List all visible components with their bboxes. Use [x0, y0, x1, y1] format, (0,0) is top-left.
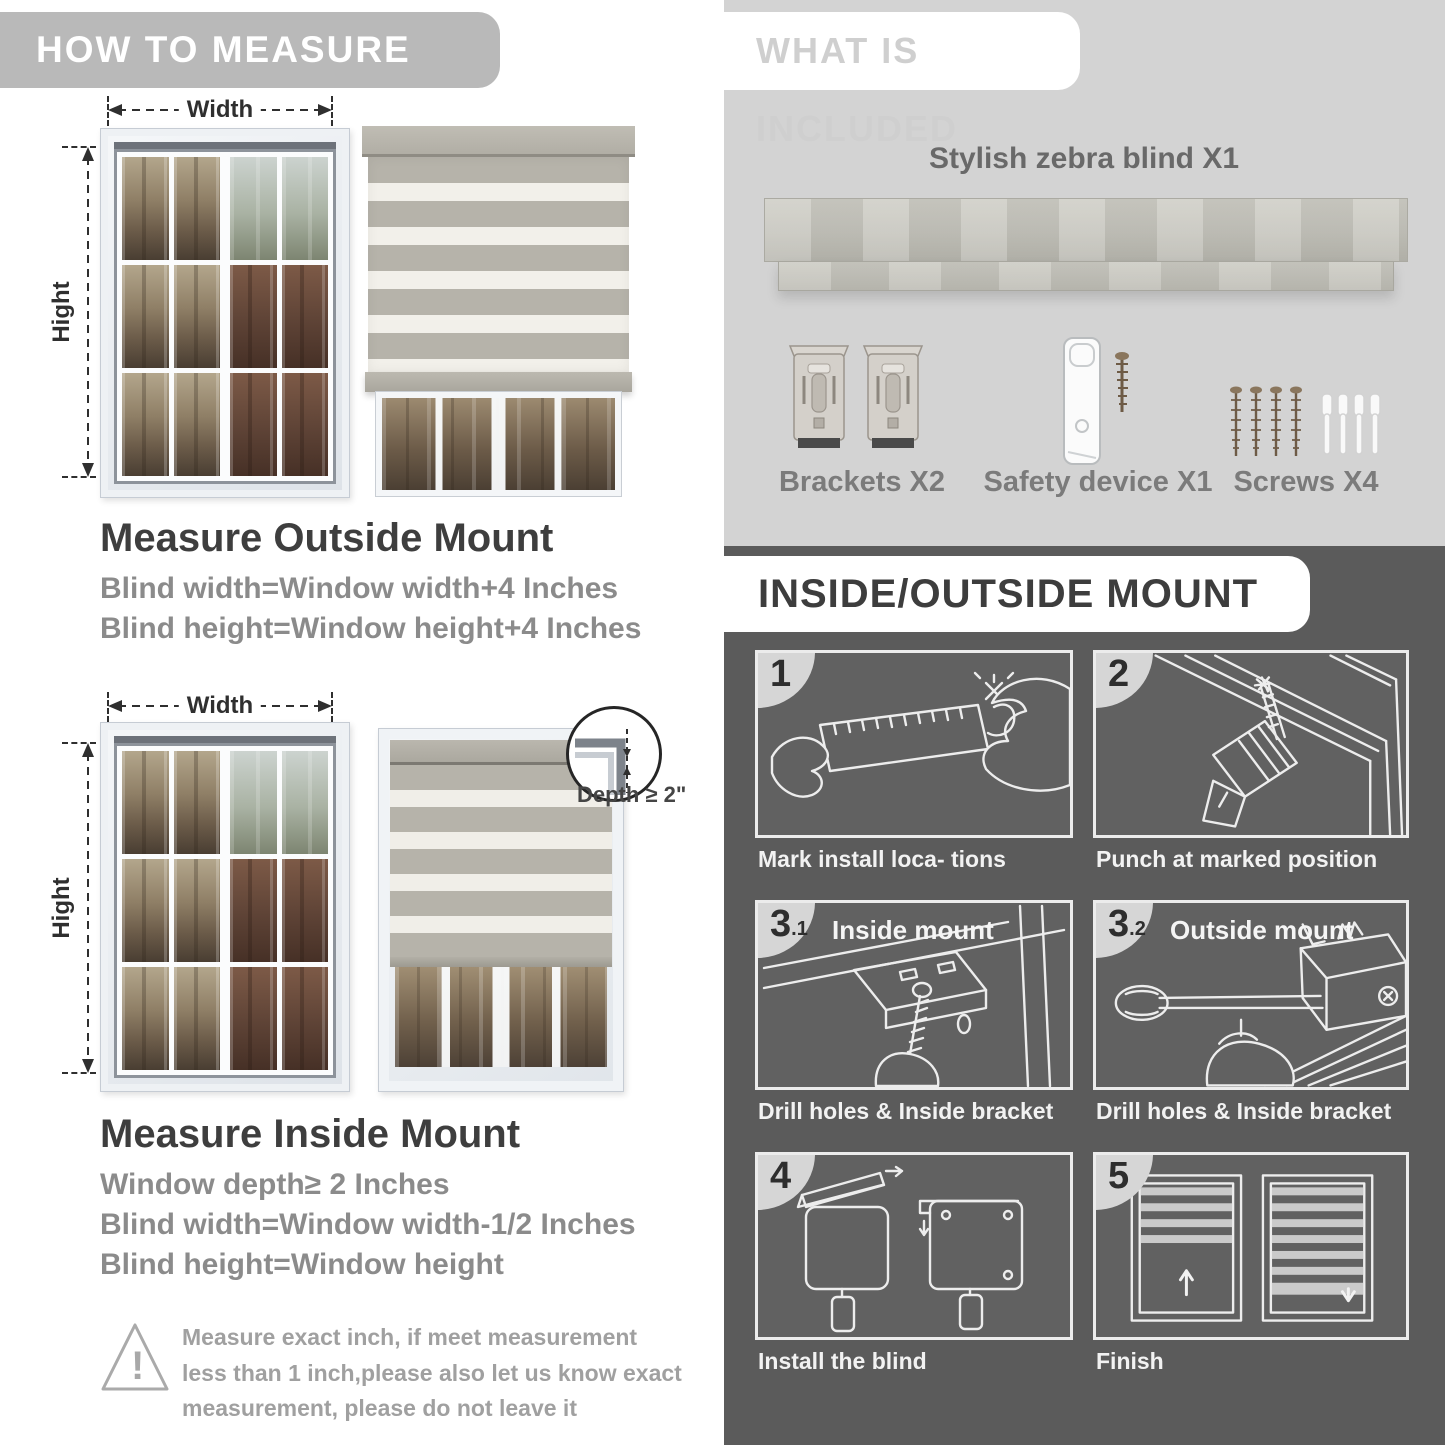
height-arrow-icon [78, 147, 98, 477]
blind-cassette [362, 126, 635, 157]
step-3-1-caption: Drill holes & Inside bracket [758, 1098, 1054, 1124]
window-pane [230, 967, 277, 1070]
screws-label: Screws X4 [1233, 466, 1379, 498]
window-pane [230, 751, 277, 854]
width-dimension-arrow [108, 96, 332, 123]
window-pane [174, 265, 221, 368]
blind-bottom-rail [365, 372, 632, 392]
window-pane [174, 967, 221, 1070]
step-number: 3 [1108, 903, 1130, 945]
step-3-1-title: Inside mount [832, 915, 994, 945]
step-3-2-title: Outside mount [1170, 915, 1354, 945]
window-behind-blind [376, 392, 621, 496]
window-sash-right [225, 746, 333, 1075]
window-pane [122, 373, 169, 476]
width-dimension-arrow [108, 692, 332, 719]
outside-mount-title: Measure Outside Mount [100, 516, 554, 560]
blind-bottom-rail [390, 957, 612, 967]
step-3-1-box [755, 900, 1073, 1090]
dimension-tick [62, 146, 96, 148]
step-number: 5 [1108, 1155, 1130, 1197]
window-sash-left [117, 746, 225, 1075]
step-4-caption: Install the blind [758, 1348, 927, 1374]
warning-exclamation: ! [131, 1344, 145, 1388]
window-pane [174, 373, 221, 476]
how-to-measure-banner: HOW TO MEASURE [0, 12, 500, 88]
window-pane [230, 265, 277, 368]
height-dimension-arrow [48, 743, 98, 1073]
screws-and-anchors-image [1230, 382, 1390, 467]
product-label: Stylish zebra blind X1 [928, 142, 1240, 175]
step-4-box [755, 1152, 1073, 1340]
what-is-included-banner: WHAT IS INCLUDED [724, 12, 1080, 90]
height-label: Hight [48, 871, 76, 944]
dimension-tick [107, 96, 109, 126]
window-pane [282, 265, 329, 368]
step-number: 1 [770, 653, 792, 695]
outside-mount-window-illustration [100, 128, 350, 498]
depth-label: Depth ≥ 2" [577, 782, 687, 807]
dimension-tick [331, 96, 333, 126]
safety-device-image [1056, 334, 1142, 474]
window-sash-right [225, 152, 333, 481]
step-5-box [1093, 1152, 1409, 1340]
window-pane [122, 157, 169, 260]
step-number: 3 [770, 903, 792, 945]
window-pane [282, 751, 329, 854]
step-1-box [755, 650, 1073, 838]
window-pane [230, 859, 277, 962]
step-2-caption: Punch at marked position [1096, 846, 1378, 872]
width-label: Width [179, 692, 261, 720]
window-sash-left [117, 152, 225, 481]
outside-mount-rule-2: Blind height=Window height+4 Inches [100, 612, 642, 645]
height-label: Hight [48, 275, 76, 348]
window-pane [282, 967, 329, 1070]
window-pane [122, 859, 169, 962]
step-3-2-box [1093, 900, 1409, 1090]
window-pane [174, 751, 221, 854]
step-number-sub: .2 [1129, 918, 1146, 940]
dimension-tick [107, 692, 109, 722]
height-dimension-arrow [48, 147, 98, 477]
window-pane [230, 157, 277, 260]
window-pane [122, 967, 169, 1070]
zebra-fabric [368, 157, 629, 372]
inside-mount-title: Measure Inside Mount [100, 1112, 521, 1156]
blind-roll-image [778, 261, 1394, 291]
blind-headrail-image [764, 198, 1408, 262]
window-pane [282, 157, 329, 260]
dimension-tick [62, 742, 96, 744]
step-5-caption: Finish [1096, 1348, 1164, 1374]
window-pane [122, 265, 169, 368]
outside-mount-blind-illustration [362, 126, 635, 496]
brackets-label: Brackets X2 [778, 466, 946, 498]
dimension-tick [62, 476, 96, 478]
window-opening [114, 736, 336, 1078]
step-number-sub: .1 [791, 918, 808, 940]
step-1-caption: Mark install loca- tions [758, 846, 1006, 872]
window-pane [230, 373, 277, 476]
warning-text: Measure exact inch, if meet measurement less than 1 inch,please also let us know exact measurement, please do not leave it [182, 1324, 682, 1422]
window-pane [174, 859, 221, 962]
safety-device-label: Safety device X1 [983, 466, 1213, 498]
step-number: 4 [770, 1155, 792, 1197]
inside-mount-rule-3: Blind height=Window height [100, 1248, 504, 1281]
window-pane [122, 751, 169, 854]
brackets-image [786, 340, 936, 460]
window-pane [282, 373, 329, 476]
step-3-2-caption: Drill holes & Inside bracket [1096, 1098, 1392, 1124]
inside-outside-mount-banner: INSIDE/OUTSIDE MOUNT [724, 556, 1310, 632]
step-number: 2 [1108, 653, 1130, 695]
height-arrow-icon [78, 743, 98, 1073]
dimension-tick [62, 1072, 96, 1074]
step-2-box [1093, 650, 1409, 838]
window-opening [114, 142, 336, 484]
window-behind-blind [395, 967, 607, 1067]
outside-mount-rule-1: Blind width=Window width+4 Inches [100, 572, 619, 605]
dimension-tick [331, 692, 333, 722]
inside-mount-rule-2: Blind width=Window width-1/2 Inches [100, 1208, 636, 1241]
inside-mount-rule-1: Window depth≥ 2 Inches [100, 1168, 450, 1201]
window-pane [282, 859, 329, 962]
inside-mount-window-illustration [100, 722, 350, 1092]
width-label: Width [179, 96, 261, 124]
window-pane [174, 157, 221, 260]
